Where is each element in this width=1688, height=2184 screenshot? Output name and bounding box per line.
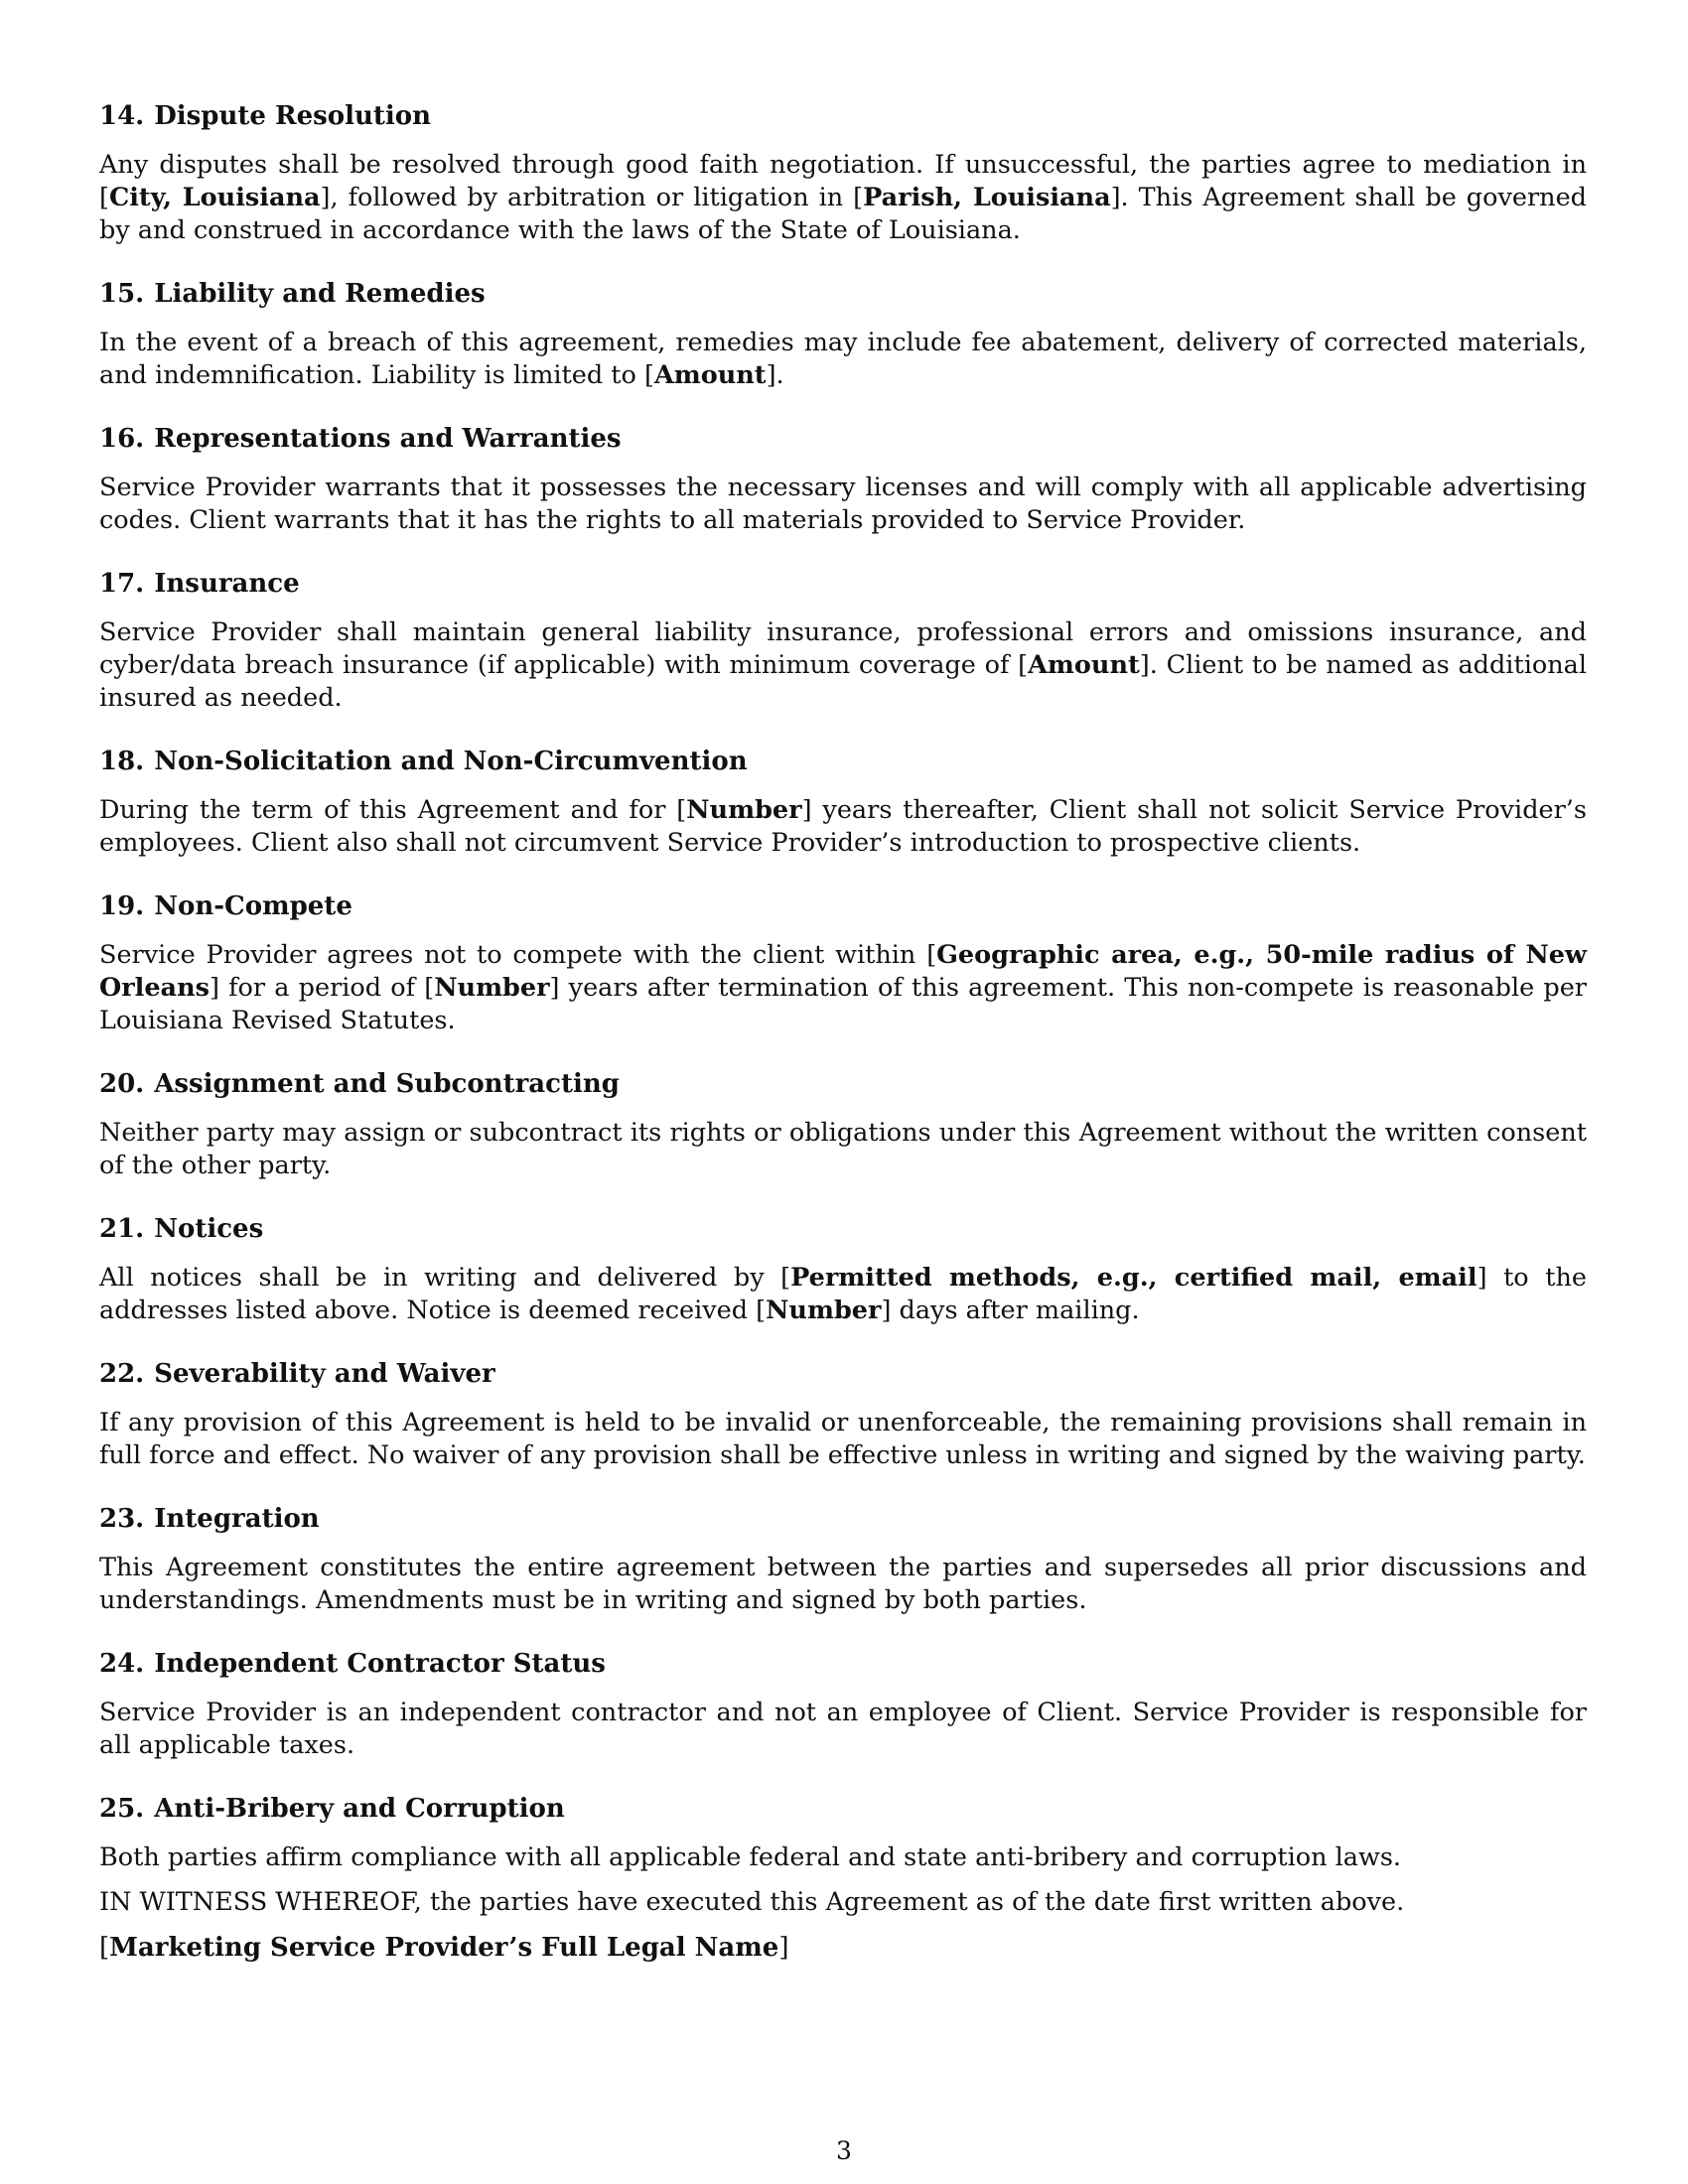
- body-text: This Agreement constitutes the entire agreement between the parties and supersedes all prior discussions and understandings. Amendments must be in writing and signed by both parties.: [99, 1553, 1587, 1615]
- section-number: 24.: [99, 1649, 145, 1679]
- section-title: Non-Compete: [154, 891, 352, 921]
- section-title: Non-Solicitation and Non-Circumvention: [154, 747, 748, 776]
- section-number: 14.: [99, 101, 145, 131]
- section-heading: [99, 567, 1587, 601]
- placeholder-field: Number: [434, 973, 550, 1003]
- section-title: Notices: [154, 1214, 264, 1244]
- body-text: Neither party may assign or subcontract its rights or obligations under this Agreement without the written consent of the other party.: [99, 1118, 1587, 1180]
- section-title: Liability and Remedies: [154, 279, 486, 309]
- body-text: ], followed by arbitration or litigation in [: [320, 183, 864, 212]
- section-heading: [99, 1647, 1587, 1681]
- section-number: 17.: [99, 569, 145, 599]
- body-text: Both parties affirm compliance with all applicable federal and state anti-bribery and corruption laws.: [99, 1843, 1402, 1872]
- section-body: [99, 794, 1587, 860]
- section-23: [99, 1502, 1587, 1617]
- section-number: 16.: [99, 424, 145, 454]
- section-body: [99, 149, 1587, 247]
- body-text: Service Provider shall maintain general liability insurance, professional errors and omissions insurance, and cyber/data breach insurance (if applicable) with minimum coverage of [: [99, 617, 1587, 680]
- placeholder-field: Number: [686, 795, 802, 825]
- section-number: 23.: [99, 1504, 145, 1534]
- section-heading: [99, 1502, 1587, 1536]
- body-text: ] days after mailing.: [881, 1296, 1140, 1325]
- body-text: ] years thereafter, Client shall not solicit Service Provider’s employees. Client also shall not circumvent Service Provider’s introduction to prospective clients.: [99, 795, 1587, 858]
- page-number: 3: [836, 2136, 852, 2165]
- section-heading: [99, 745, 1587, 778]
- section-body: [99, 616, 1587, 715]
- signature-bracket-close: ]: [778, 1933, 789, 1963]
- section-body: [99, 472, 1587, 537]
- body-text: ] to the addresses listed above. Notice is deemed received [: [99, 1263, 1587, 1325]
- witness-statement: IN WITNESS WHEREOF, the parties have executed this Agreement as of the date first written above.: [99, 1887, 1405, 1917]
- body-text: Service Provider agrees not to compete with the client within [: [99, 940, 937, 970]
- signature-party-name: Marketing Service Provider’s Full Legal Name: [109, 1933, 779, 1963]
- section-body: [99, 327, 1587, 392]
- section-title: Independent Contractor Status: [154, 1649, 606, 1679]
- section-heading: [99, 1357, 1587, 1391]
- section-19: [99, 889, 1587, 1037]
- section-title: Integration: [154, 1504, 320, 1534]
- section-title: Assignment and Subcontracting: [154, 1069, 620, 1099]
- placeholder-field: Parish, Louisiana: [863, 183, 1111, 212]
- section-18: [99, 745, 1587, 860]
- document-page: [99, 99, 1587, 1965]
- body-text: Service Provider warrants that it possesses the necessary licenses and will comply with all applicable advertising codes. Client warrants that it has the rights to all materials provided to Service Provider.: [99, 473, 1587, 535]
- placeholder-field: City, Louisiana: [108, 183, 321, 212]
- placeholder-field: Permitted methods, e.g., certified mail, email: [790, 1263, 1477, 1293]
- section-number: 21.: [99, 1214, 145, 1244]
- signature-block: [99, 1931, 1587, 1965]
- section-title: Insurance: [154, 569, 300, 599]
- body-text: [: [99, 183, 109, 212]
- section-body: [99, 1842, 1587, 1874]
- section-heading: [99, 99, 1587, 133]
- body-text: ]. Client to be named as additional insured as needed.: [99, 650, 1587, 713]
- section-heading: [99, 277, 1587, 311]
- section-17: [99, 567, 1587, 715]
- signature-bracket-open: [: [99, 1933, 110, 1963]
- section-heading: [99, 1067, 1587, 1101]
- section-24: [99, 1647, 1587, 1762]
- section-title: Anti-Bribery and Corruption: [154, 1794, 565, 1824]
- section-title: Dispute Resolution: [154, 101, 432, 131]
- section-body: [99, 1407, 1587, 1472]
- body-text: ]. This Agreement shall be governed by and construed in accordance with the laws of the State of Louisiana.: [99, 183, 1587, 245]
- section-20: [99, 1067, 1587, 1182]
- section-title: Representations and Warranties: [154, 424, 622, 454]
- section-14: [99, 99, 1587, 247]
- placeholder-field: Amount: [1028, 650, 1140, 680]
- body-text: If any provision of this Agreement is held to be invalid or unenforceable, the remaining provisions shall remain in full force and effect. No waiver of any provision shall be effective unless in writing and signed by the waiving party.: [99, 1408, 1587, 1470]
- body-text: Service Provider is an independent contractor and not an employee of Client. Service Provider is responsible for all applicable taxes.: [99, 1698, 1587, 1760]
- section-body: [99, 1697, 1587, 1762]
- section-16: [99, 422, 1587, 537]
- section-number: 22.: [99, 1359, 145, 1389]
- section-number: 15.: [99, 279, 145, 309]
- section-body: [99, 1117, 1587, 1182]
- body-text: During the term of this Agreement and for [: [99, 795, 687, 825]
- placeholder-field: Geographic area, e.g., 50-mile radius of New Orleans: [99, 940, 1587, 1003]
- section-15: [99, 277, 1587, 392]
- section-number: 25.: [99, 1794, 145, 1824]
- section-title: Severability and Waiver: [154, 1359, 495, 1389]
- section-21: [99, 1212, 1587, 1327]
- body-text: ].: [766, 360, 784, 390]
- section-body: [99, 1262, 1587, 1327]
- section-number: 18.: [99, 747, 145, 776]
- section-heading: [99, 889, 1587, 923]
- placeholder-field: Number: [766, 1296, 882, 1325]
- body-text: All notices shall be in writing and delivered by [: [99, 1263, 791, 1293]
- section-25: [99, 1792, 1587, 1874]
- sections-container: [99, 99, 1587, 1874]
- section-22: [99, 1357, 1587, 1472]
- section-number: 19.: [99, 891, 145, 921]
- section-body: [99, 1552, 1587, 1617]
- placeholder-field: Amount: [653, 360, 767, 390]
- section-heading: [99, 422, 1587, 456]
- section-heading: [99, 1792, 1587, 1826]
- body-text: In the event of a breach of this agreement, remedies may include fee abatement, delivery of corrected materials, and indemnification. Liability is limited to [: [99, 328, 1587, 390]
- section-heading: [99, 1212, 1587, 1246]
- section-body: [99, 939, 1587, 1037]
- body-text: Any disputes shall be resolved through good faith negotiation. If unsuccessful, the parties agree to mediation in: [99, 150, 1587, 180]
- section-number: 20.: [99, 1069, 145, 1099]
- body-text: ] for a period of [: [209, 973, 435, 1003]
- body-text: ] years after termination of this agreement. This non-compete is reasonable per Louisiana Revised Statutes.: [99, 973, 1587, 1035]
